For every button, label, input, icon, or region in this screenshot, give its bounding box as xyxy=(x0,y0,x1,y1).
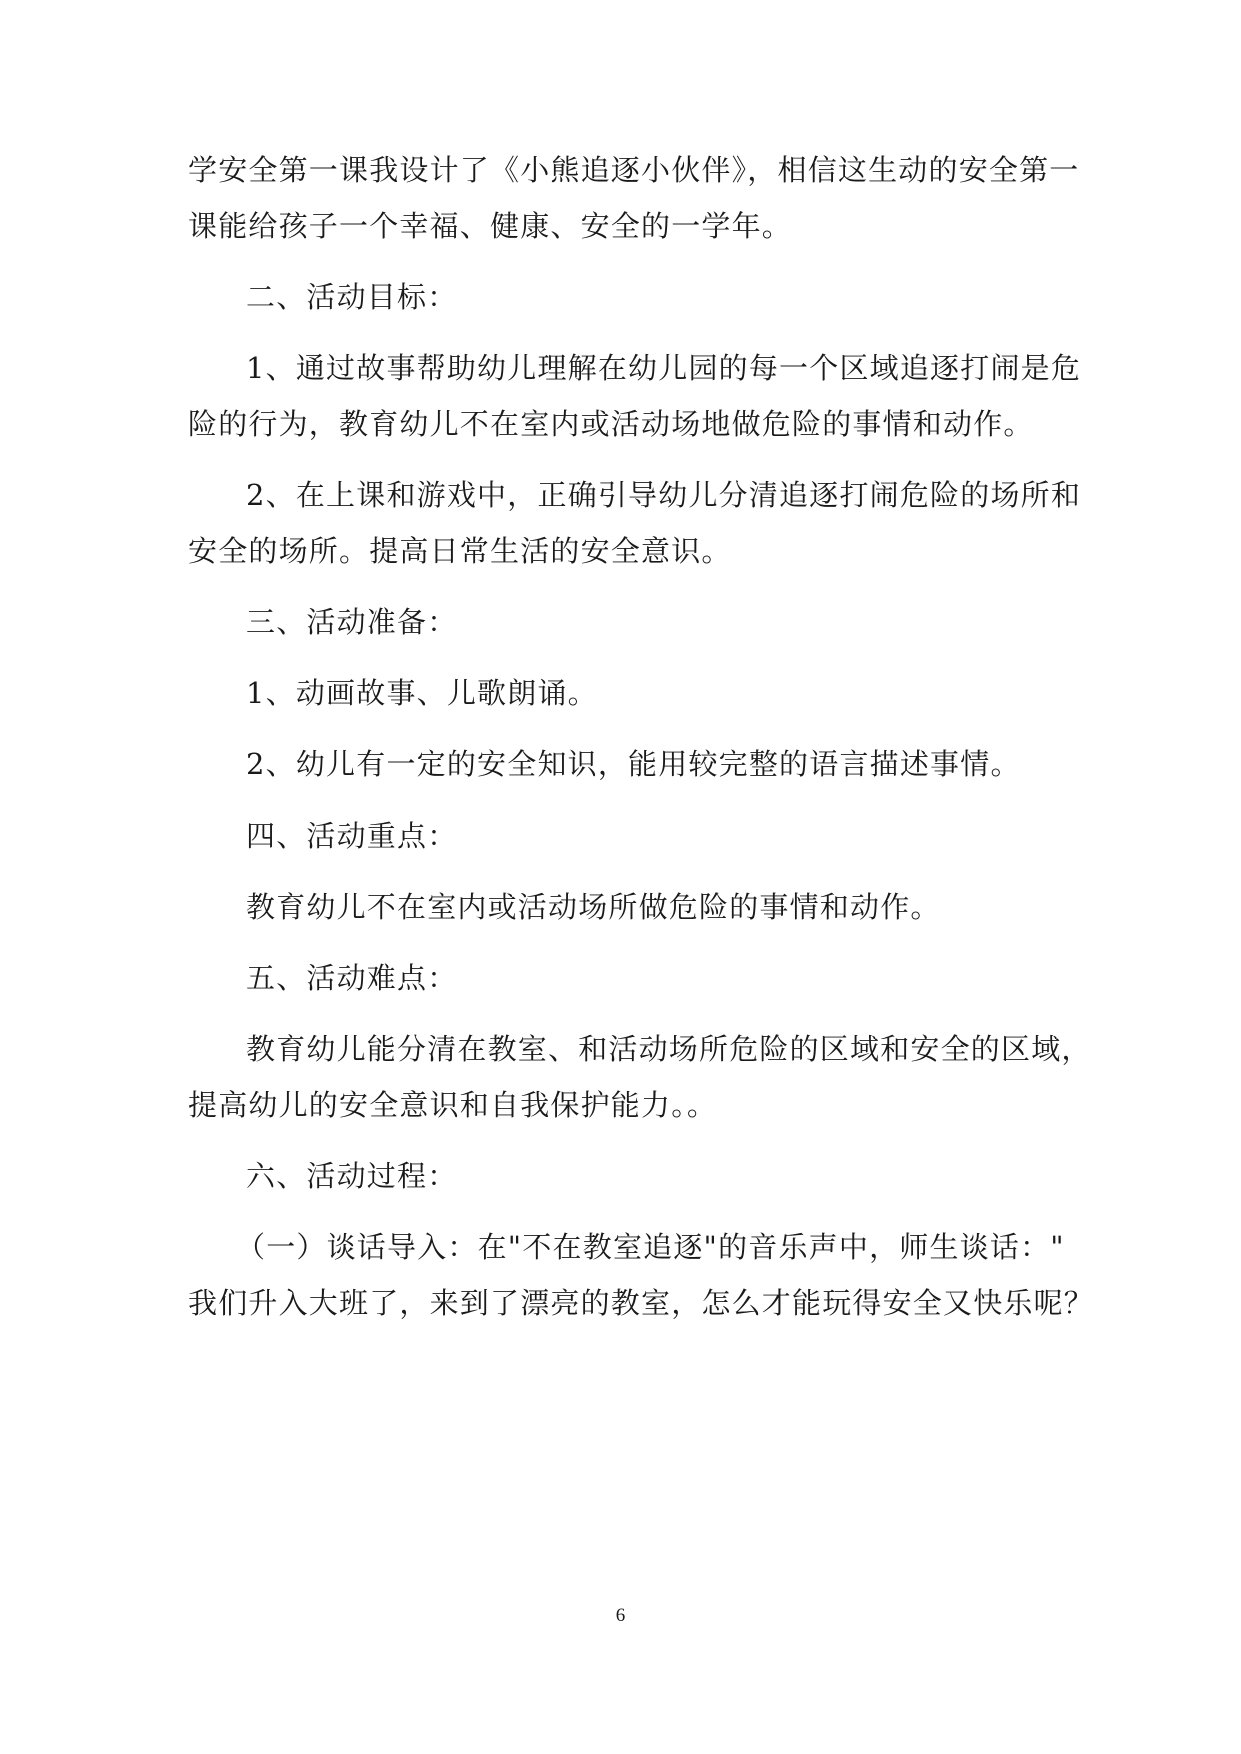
text-line: 2、在上课和游戏中，正确引导幼儿分清追逐打闹危险的场所和 xyxy=(246,478,1082,512)
text-line: 课能给孩子一个幸福、健康、安全的一学年。 xyxy=(188,209,793,243)
page-number: 6 xyxy=(615,1605,626,1626)
text-line: 1、动画故事、儿歌朗诵。 xyxy=(246,676,598,710)
section-heading: 六、活动过程： xyxy=(246,1159,458,1193)
text-line: 教育幼儿不在室内或活动场所做危险的事情和动作。 xyxy=(246,890,941,924)
section-heading: 三、活动准备： xyxy=(246,605,458,639)
text-line: 安全的场所。提高日常生活的安全意识。 xyxy=(188,534,732,568)
text-line: 1、通过故事帮助幼儿理解在幼儿园的每一个区域追逐打闹是危 xyxy=(246,351,1082,385)
text-line: 2、幼儿有一定的安全知识，能用较完整的语言描述事情。 xyxy=(246,747,1021,781)
text-line: 险的行为，教育幼儿不在室内或活动场地做危险的事情和动作。 xyxy=(188,407,1034,441)
text-line: 教育幼儿能分清在教室、和活动场所危险的区域和安全的区域， xyxy=(246,1032,1092,1066)
section-heading: 四、活动重点： xyxy=(246,819,458,853)
text-line: 学安全第一课我设计了《小熊追逐小伙伴》，相信这生动的安全第一 xyxy=(188,153,1080,187)
text-line: 我们升入大班了，来到了漂亮的教室，怎么才能玩得安全又快乐呢？ xyxy=(188,1286,1095,1320)
section-heading: 二、活动目标： xyxy=(246,280,458,314)
text-line: （一）谈话导入：在"不在教室追逐"的音乐声中，师生谈话：" xyxy=(236,1230,1065,1264)
section-heading: 五、活动难点： xyxy=(246,961,458,995)
text-line: 提高幼儿的安全意识和自我保护能力。。 xyxy=(188,1088,718,1122)
